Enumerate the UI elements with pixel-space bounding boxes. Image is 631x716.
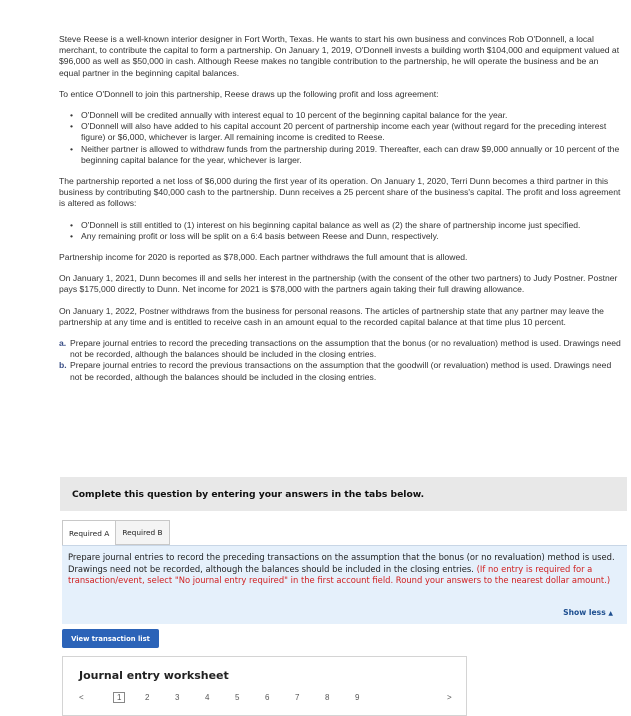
list-item: • Any remaining profit or loss will be split on a 6:4 basis between Reese and Dunn, respectively. bbox=[70, 231, 621, 242]
prev-page-icon[interactable]: < bbox=[79, 693, 84, 702]
view-transaction-list-button[interactable]: View transaction list bbox=[62, 629, 159, 648]
page-4[interactable]: 4 bbox=[205, 693, 210, 702]
list-item: • O'Donnell will also have added to his capital account 20 percent of partnership income each year (without regard for the preceding interest figure) or $6,000, whichever is larger. All remaining income is credited to Reese. bbox=[70, 121, 621, 143]
tab-bar bbox=[62, 520, 170, 545]
worksheet-title: Journal entry worksheet bbox=[79, 669, 229, 682]
caret-up-icon: ▲ bbox=[608, 609, 613, 617]
page-2[interactable]: 2 bbox=[145, 693, 150, 702]
page-9[interactable]: 9 bbox=[355, 693, 360, 702]
problem-text bbox=[59, 34, 621, 383]
problem-paragraph: The partnership reported a net loss of $6,000 during the first year of its operation. On January 1, 2020, Terri Dunn becomes a third partner in this business by contributing $40,000 cash to the partnership. Dunn receives a 25 percent share of the business's capital. The profit and loss agreement is altered as follows: bbox=[59, 176, 621, 209]
task-text: Prepare journal entries to record the preceding transactions on the assumption that the bonus (or no revaluation) method is used. Drawings need not be recorded, although the balances should be included in the closing entries. bbox=[70, 338, 621, 360]
problem-paragraph: On January 1, 2022, Postner withdraws from the business for personal reasons. The articles of partnership state that any partner may leave the partnership at any time and is entitled to receive cash in an amount equal to the recorded capital balance at that time plus 10 percent. bbox=[59, 305, 604, 327]
task-label: a. bbox=[59, 338, 67, 349]
instructions-text: Prepare journal entries to record the preceding transactions on the assumption that the bonus (or no revaluation) method is used. Drawings need not be recorded, although the balances should be included in the closing entries. bbox=[68, 552, 615, 574]
task-item bbox=[59, 360, 621, 382]
journal-entry-worksheet bbox=[62, 656, 467, 716]
page-5[interactable]: 5 bbox=[235, 693, 240, 702]
task-list bbox=[59, 338, 621, 383]
complete-question-banner: Complete this question by entering your answers in the tabs below. bbox=[60, 477, 627, 511]
page-3[interactable]: 3 bbox=[175, 693, 180, 702]
altered-agreement-list bbox=[59, 220, 621, 242]
problem-paragraph: Partnership income for 2020 is reported as $78,000. Each partner withdraws the full amount that is allowed. bbox=[59, 252, 468, 263]
task-item bbox=[59, 338, 621, 360]
problem-paragraph: Steve Reese is a well-known interior designer in Fort Worth, Texas. He wants to start his own business and convinces Rob O'Donnell, a local merchant, to contribute the capital to form a partnership. On January 1, 2019, O'Donnell invests a building worth $104,000 and equipment valued at $96,000 as well as $50,000 in cash. Although Reese makes no tangible contribution to the partnership, he will operate the business and be an equal partner in the beginning capital balances. bbox=[59, 34, 620, 78]
page-8[interactable]: 8 bbox=[325, 693, 330, 702]
page-6[interactable]: 6 bbox=[265, 693, 270, 702]
list-item: • Neither partner is allowed to withdraw funds from the partnership during 2019. Thereafter, each can draw $9,000 annually or 10 percent of the beginning capital balance for the year, whichever is larger. bbox=[70, 144, 621, 166]
task-text: Prepare journal entries to record the previous transactions on the assumption that the goodwill (or revaluation) method is used. Drawings need not be recorded, although the balances should be included in the closing entries. bbox=[70, 360, 612, 382]
list-item: • O'Donnell is still entitled to (1) interest on his beginning capital balance as well as (2) the share of partnership income just specified. bbox=[70, 220, 621, 231]
worksheet-pager bbox=[79, 693, 459, 707]
instructions-panel bbox=[62, 545, 627, 624]
task-label: b. bbox=[59, 360, 67, 371]
instructions-note: (If no entry is required for a transaction/event, select "No journal entry required" in the first account field. Round your answers to the nearest dollar amount.) bbox=[68, 563, 611, 585]
page-7[interactable]: 7 bbox=[295, 693, 300, 702]
tab-required-a[interactable]: Required A bbox=[62, 520, 116, 546]
list-item: • O'Donnell will be credited annually with interest equal to 10 percent of the beginning capital balance for the year. bbox=[70, 110, 621, 121]
problem-paragraph: On January 1, 2021, Dunn becomes ill and sells her interest in the partnership (with the consent of the other two partners) to Judy Postner. Postner pays $175,000 directly to Dunn. Net income for 2021 is $78,000 with the partners again taking their full drawing allowance. bbox=[59, 273, 618, 295]
next-page-icon[interactable]: > bbox=[447, 693, 452, 702]
problem-paragraph: To entice O'Donnell to join this partnership, Reese draws up the following profit and loss agreement: bbox=[59, 88, 439, 99]
show-less-label: Show less bbox=[563, 607, 606, 617]
tab-required-b[interactable]: Required B bbox=[116, 520, 169, 545]
agreement-list bbox=[59, 110, 621, 166]
page-1[interactable]: 1 bbox=[113, 692, 125, 703]
show-less-link[interactable] bbox=[563, 607, 613, 620]
